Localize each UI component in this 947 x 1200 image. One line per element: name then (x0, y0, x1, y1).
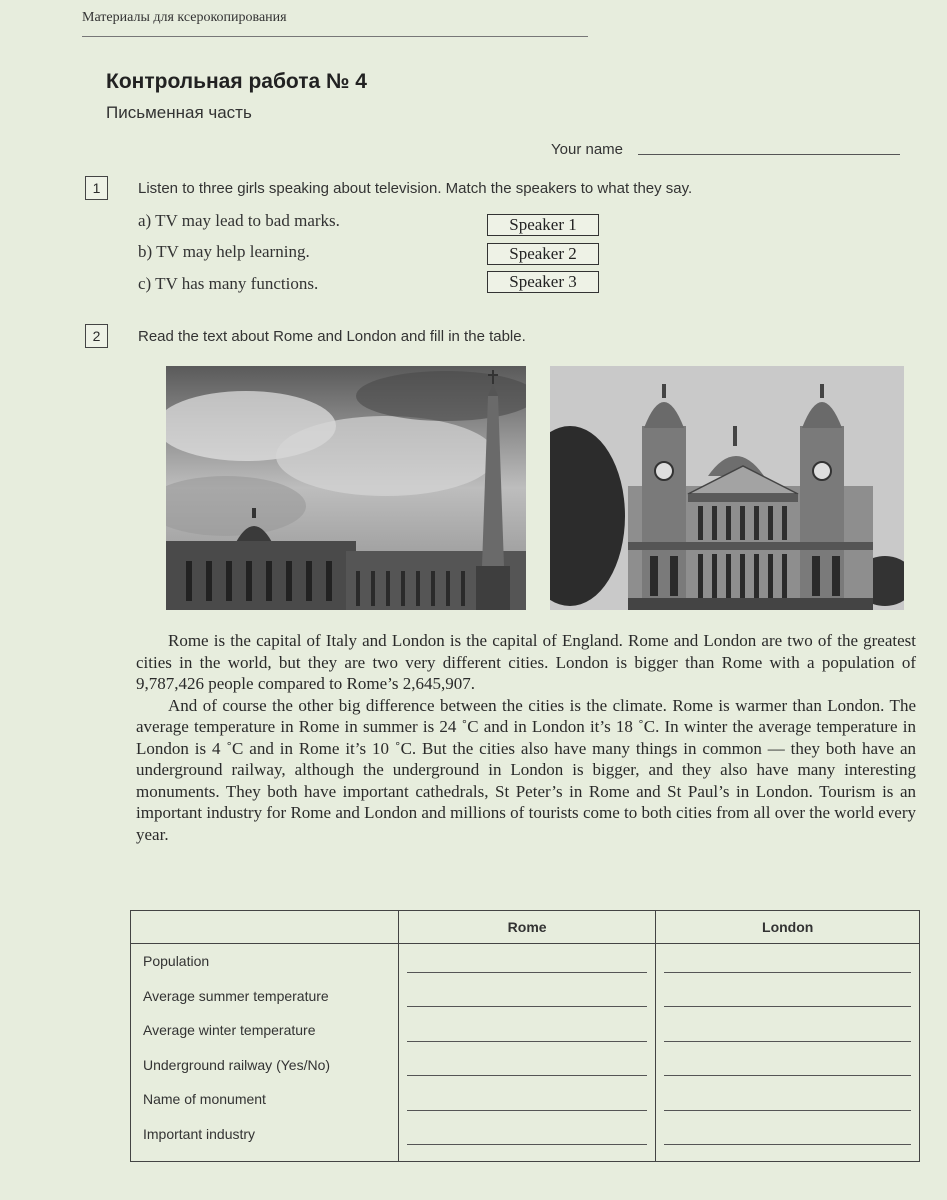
london-winter-temp-field[interactable] (656, 1013, 919, 1048)
rome-monument-field[interactable] (399, 1082, 656, 1117)
london-summer-temp-field[interactable] (656, 979, 919, 1014)
your-name-label: Your name (551, 141, 623, 158)
row-label-summer-temp: Average summer temperature (143, 987, 329, 1004)
row-label-underground: Underground railway (Yes/No) (143, 1056, 331, 1073)
task-1-number: 1 (85, 176, 108, 200)
rome-industry-field[interactable] (399, 1117, 656, 1152)
statement-b: b) TV may help learning. (138, 242, 310, 261)
row-label-monument: Name of monument (143, 1091, 266, 1107)
row-labels-column (131, 944, 399, 1162)
london-population-field[interactable] (656, 944, 919, 979)
table-header-rome: Rome (398, 911, 656, 944)
rome-photo (166, 366, 526, 610)
header-divider (82, 36, 588, 37)
london-underground-field[interactable] (656, 1048, 919, 1083)
london-answers-column (656, 944, 920, 1162)
rome-population-field[interactable] (399, 944, 656, 979)
table-header-blank (131, 911, 399, 944)
page-title: Контрольная работа № 4 (106, 70, 367, 93)
speaker-3-box[interactable]: Speaker 3 (487, 271, 599, 293)
speaker-1-box[interactable]: Speaker 1 (487, 214, 599, 236)
task-2-number: 2 (85, 324, 108, 348)
row-label-industry: Important industry (143, 1125, 256, 1142)
passage-paragraph-1: Rome is the capital of Italy and London is the capital of England. Rome and London are two of the greatest cities in the world, but they are two very different cities. London is bigger than Rome with a population of 9,787,426 people compared to Rome’s 2,645,907. (136, 631, 916, 693)
page-subtitle: Письменная часть (106, 103, 252, 122)
table-header-london: London (656, 911, 920, 944)
rome-winter-temp-field[interactable] (399, 1013, 656, 1048)
comparison-table (130, 910, 920, 1162)
task-1-instruction: Listen to three girls speaking about television. Match the speakers to what they say. (138, 180, 693, 197)
london-monument-field[interactable] (656, 1082, 919, 1117)
london-industry-field[interactable] (656, 1117, 919, 1152)
speaker-2-box[interactable]: Speaker 2 (487, 243, 599, 265)
task-2-instruction: Read the text about Rome and London and fill in the table. (138, 328, 526, 345)
row-label-population: Population (143, 953, 210, 969)
rome-summer-temp-field[interactable] (399, 979, 656, 1014)
statement-a: a) TV may lead to bad marks. (138, 211, 340, 230)
rome-underground-field[interactable] (399, 1048, 656, 1083)
london-photo (550, 366, 904, 610)
statement-c: c) TV has many functions. (138, 274, 319, 293)
passage-paragraph-2: And of course the other big difference between the cities is the climate. Rome is warmer than London. The average temperature in Rome in summer is 24 ˚C and in London it’s 18 ˚C. In winter the average temperature in London is 4 ˚C and in Rome it’s 10 ˚C. But the cities also have many things in common — they both have an underground railway, although the underground in London is bigger, and they also have many interesting monuments. They both have important cathedrals, St Peter’s in Rome and St Paul’s in London. Tourism is an important industry for Rome and London and millions of tourists come to both cities from all over the world every year. (136, 695, 916, 844)
reading-passage (136, 630, 916, 845)
your-name-field[interactable] (638, 154, 900, 155)
row-label-winter-temp: Average winter temperature (143, 1022, 316, 1038)
page-header: Материалы для ксерокопирования (82, 10, 287, 25)
rome-answers-column (398, 944, 656, 1162)
